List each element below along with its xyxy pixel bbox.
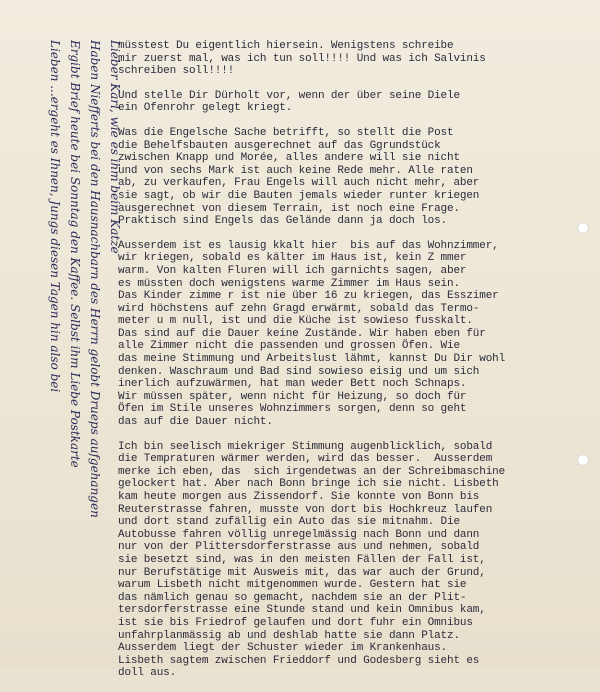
text-line: alle Zimmer nicht die passenden und grossen Öfen. Wie (118, 340, 460, 353)
paragraph (118, 240, 594, 429)
text-line: nur von der Plittersdorferstrasse aus und nehmen, sobald (118, 541, 480, 554)
text-line: müsstest Du eigentlich hiersein. Wenigstens schreibe (118, 40, 454, 52)
text-line: Das Kinder zimme r ist nie über 16 zu kriegen, das Esszimer (118, 290, 499, 303)
text-line: ein Ofenrohr gelegt kriegt. (118, 102, 293, 115)
text-line: Öfen im Stile unseres Wohnzimmers sorgen, denn so geht (118, 403, 467, 416)
text-line: die Tempraturen wärmer werden, wird das besser. Ausserdem (118, 453, 493, 466)
text-line: zwischen Knapp und Morée, alles andere will sie nicht (118, 152, 460, 165)
text-line: die Behelfsbauten ausgerechnet auf das Ggrundstück (118, 139, 441, 152)
text-line: ausgerechnet von diesem Terrain, ist noch eine Frage. (118, 202, 460, 215)
text-line: tersdorferstrasse eine Stunde stand und kein Omnibus kam, (118, 604, 486, 617)
paragraph (118, 127, 594, 228)
text-line: Autobusse fahren völlig unregelmässig nach Bonn und dann (118, 528, 480, 541)
text-line: mir zuerst mal, was ich tun soll!!!! Und was ich Salvinis (118, 52, 486, 65)
text-line: nur Berufstätige mit Ausweis mit, das war auch der Grund, (118, 566, 486, 579)
paragraph (118, 40, 594, 78)
text-line: unfahrplanmässig ab und deshlab hatte sie dann Platz. (118, 629, 460, 642)
text-line: Praktisch sind Engels das Gelände dann ja doch los. (118, 215, 448, 228)
text-line: meter u m null, ist und die Küche ist sowieso fusskalt. (118, 315, 473, 328)
text-line: das auf die Dauer nicht. (118, 416, 273, 429)
text-line: sie besetzt sind, was in den meisten Fällen der Fall ist, (118, 553, 486, 566)
margin-note-line: Ergibt Brief heute bei Sonntag den Kaffee. Selbst ihm Liebe Postkarte (68, 40, 82, 468)
text-line: das meine Stimmung und Arbeitslust lähmt, kannst Du Dir wohl (118, 353, 506, 366)
text-line: kam heute morgen aus Zissendorf. Sie konnte von Bonn bis (118, 491, 480, 503)
text-line: Lisbeth sagtem zwischen Frieddorf und Godesberg sieht es (118, 654, 480, 667)
text-line: warm. Von kalten Fluren will ich garnichts sagen, aber (118, 264, 467, 277)
text-line: und dort stand zufällig ein Auto das sie mitnahm. Die (118, 516, 460, 529)
text-line: ab, zu verkaufen, Frau Engels will auch nicht mehr, aber (118, 177, 480, 190)
text-line: Ich bin seelisch miekriger Stimmung augenblicklich, sobald (118, 440, 493, 453)
text-line: Ausserdem ist es lausig kkalt hier bis auf das Wohnzimmer, (118, 239, 499, 252)
text-line: sie sagt, ob wir die Bauten jemals wieder runter kriegen (118, 189, 480, 202)
text-line: Und stelle Dir Dürholt vor, wenn der über seine Diele (118, 89, 460, 102)
paragraph (118, 90, 594, 115)
text-line: schreiben soll!!!! (118, 65, 235, 78)
text-line: ist sie bis Friedrof gelaufen und dort fuhr ein Omnibus (118, 616, 473, 629)
margin-note-line: Haben Niefferts bei den Hausnachbarn des Herrn gelobt Drueps aufgehangen (88, 40, 102, 518)
text-line: wird höchstens auf zehn Gragd erwärmt, sobald das Termo- (118, 302, 480, 315)
text-line: Reuterstrasse fahren, musste von dort bis Hochkreuz laufen (118, 503, 493, 516)
text-line: Das sind auf die Dauer keine Zustände. Wir haben eben für (118, 327, 486, 340)
text-line: doll aus. (118, 667, 177, 680)
paragraph (118, 441, 594, 680)
text-line: es müssten doch wenigstens warme Zimmer im Haus sein. (118, 277, 460, 290)
typed-letter-body (118, 40, 594, 692)
text-line: merke ich eben, das sich irgendetwas an der Schreibmaschine (118, 465, 506, 478)
text-line: und von sechs Mark ist auch keine Rede mehr. Alle raten (118, 164, 473, 177)
text-line: warum Lisbeth nicht mitgenommen wurde. Gestern hat sie (118, 579, 467, 592)
text-line: Wir müssen später, wenn nicht für Heizung, so doch für (118, 390, 467, 403)
text-line: Ausserdem liegt der Schuster wieder im Krankenhaus. (118, 642, 448, 655)
text-line: das nämlich genau so gemacht, nachdem sie an der Plit- (118, 591, 467, 604)
text-line: inerlich aufzuwärmen, hat man weder Bett noch Schnaps. (118, 378, 467, 391)
margin-note-line: Lieben ...ergeht es Ihnen, Jungs diesen Tagen hin also bei (48, 40, 62, 393)
margin-note-line: Lieber Karl, wie es ihm beim Katze (108, 40, 122, 254)
text-line: Was die Engelsche Sache betrifft, so stellt die Post (118, 126, 454, 139)
text-line: denken. Waschraum und Bad sind sowieso eisig und um sich (118, 365, 480, 378)
text-line: gelockert hat. Aber nach Bonn bringe ich sie nicht. Lisbeth (118, 478, 499, 491)
text-line: wir kriegen, sobald es kälter im Haus ist, kein Z mmer (118, 252, 467, 265)
